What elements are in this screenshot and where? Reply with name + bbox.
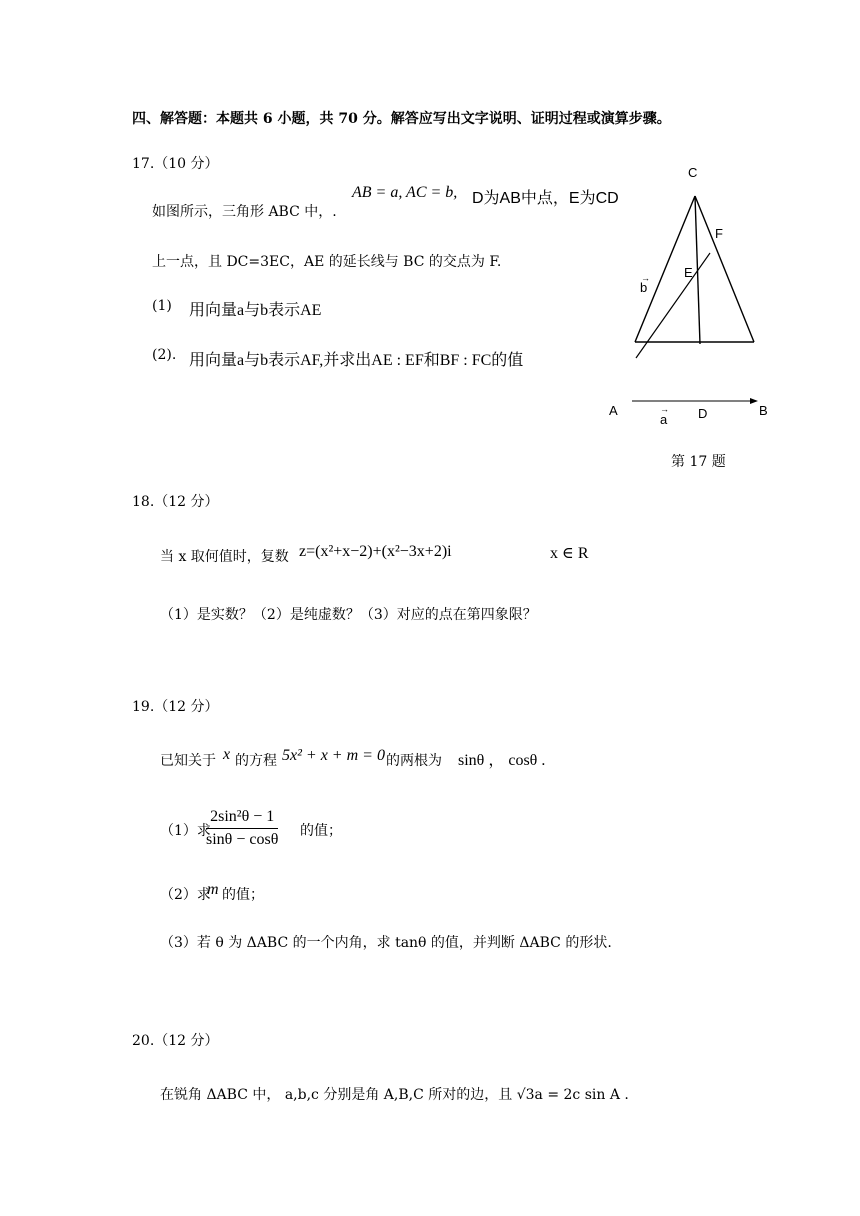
q19-line1-roots: sinθ ， cosθ . xyxy=(458,752,546,769)
q17-line1-formula: AB = a, AC = b, xyxy=(352,184,458,201)
q19-part3: （3）若 θ 为 ΔABC 的一个内角，求 tanθ 的值，并判断 ΔABC 的形状. xyxy=(160,935,612,951)
q19-part1-suffix: 的值； xyxy=(300,823,342,839)
label-b: b xyxy=(640,280,648,295)
q17-number: 17.（10 分） xyxy=(132,156,219,172)
q19-line1-mid: 的方程 xyxy=(235,753,277,769)
vector-b-arrow: → xyxy=(641,273,650,283)
label-e: E xyxy=(684,265,693,280)
q19-fraction-denominator: sinθ − cosθ xyxy=(206,831,279,848)
q17-part1-label: (1) xyxy=(152,298,172,314)
label-b-point: B xyxy=(759,403,768,418)
q19-line1-equation: 5x² + x + m = 0 xyxy=(282,747,385,764)
side-bc xyxy=(695,196,754,342)
q20-line1: 在锐角 ΔABC 中， a,b,c 分别是角 A,B,C 所对的边，且 √3a = 2c sin A . xyxy=(160,1087,629,1103)
q19-fraction-numerator: 2sin²θ − 1 xyxy=(206,808,278,829)
section-header: 四、解答题：本题共 6 小题，共 70 分。解答应写出文字说明、证明过程或演算步骤。 xyxy=(132,111,671,127)
vector-a-arrow: → xyxy=(660,404,669,414)
q18-line1-domain: x ∈ R xyxy=(550,545,589,562)
label-d: D xyxy=(698,406,708,421)
q17-line1-prefix: 如图所示，三角形 ABC 中，. xyxy=(152,204,337,220)
q17-part2-text: 用向量a与b表示AF,并求出AE : EF和BF : FC的值 xyxy=(189,352,524,369)
q19-part1-label: （1）求 xyxy=(160,823,211,839)
q19-line1-mid2: 的两根为 xyxy=(386,753,442,769)
q18-line1-formula: z=(x²+x−2)+(x²−3x+2)i xyxy=(299,543,452,560)
q18-line2: （1）是实数？（2）是纯虚数？（3）对应的点在第四象限？ xyxy=(160,607,537,623)
q18-line1-prefix: 当 x 取何值时，复数 xyxy=(160,549,289,565)
q19-part2-prefix: （2）求 xyxy=(160,887,211,903)
label-a-vector: a xyxy=(660,412,668,427)
q17-line1-suffix: D为AB中点，E为CD xyxy=(472,190,619,207)
q20-number: 20.（12 分） xyxy=(132,1033,219,1049)
q17-figure xyxy=(596,158,776,428)
q17-line2: 上一点，且 DC=3EC，AE 的延长线与 BC 的交点为 F. xyxy=(152,254,502,270)
label-f: F xyxy=(715,226,723,241)
q19-line1-prefix: 已知关于 xyxy=(160,753,216,769)
q17-figure-caption: 第 17 题 xyxy=(671,454,726,470)
q17-part2-label: (2). xyxy=(152,347,177,363)
q19-line1-var: x xyxy=(223,746,231,763)
label-c: C xyxy=(688,165,698,180)
q18-number: 18.（12 分） xyxy=(132,494,219,510)
label-a-point: A xyxy=(609,403,618,418)
q19-part2-var: m xyxy=(207,881,219,898)
q19-part2-suffix: 的值； xyxy=(222,887,264,903)
q19-number: 19.（12 分） xyxy=(132,699,219,715)
q19-part1-fraction xyxy=(206,808,278,849)
vector-ab-arrowhead xyxy=(750,398,758,404)
q17-part1-text: 用向量a与b表示AE xyxy=(189,302,322,319)
